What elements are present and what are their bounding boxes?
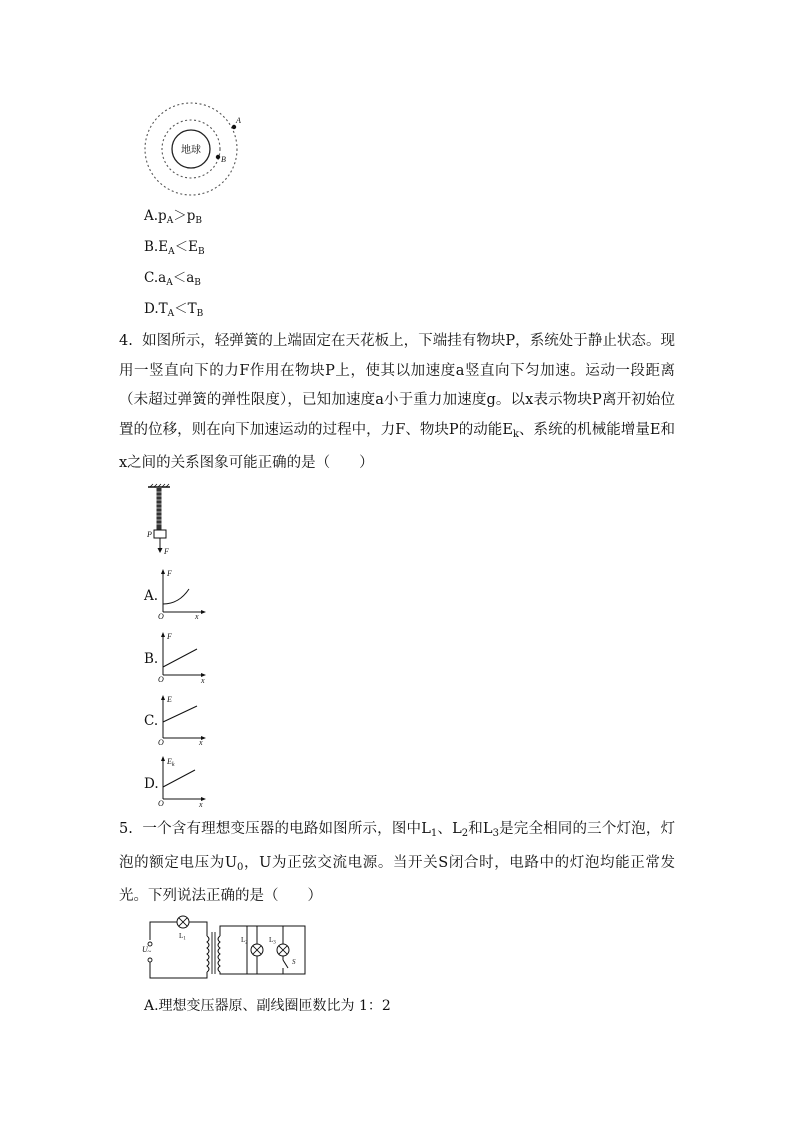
l2-main: L: [241, 936, 246, 944]
question-5-text: [119, 815, 675, 912]
y-label: F: [167, 632, 172, 641]
q5-text-part: 一个含有理想变压器的电路如图所示，图中L: [142, 821, 431, 837]
option-letter: D.: [144, 301, 159, 317]
source-ac-symbol: ~: [147, 948, 152, 956]
source-terminal-bottom: [148, 958, 152, 962]
secondary-wire-top: [220, 926, 247, 974]
q4-graph-d[interactable]: [155, 753, 210, 808]
l3-sub: 3: [273, 940, 276, 946]
origin-label: O: [158, 612, 164, 621]
ek-subscript: k: [512, 428, 519, 440]
option-letter: A.: [144, 208, 159, 224]
lhs: E: [158, 239, 169, 255]
y-label: E: [167, 695, 172, 704]
q3-option-c[interactable]: [144, 268, 201, 293]
switch-s-blade: [283, 960, 288, 968]
y-axis-arrow: [161, 695, 165, 700]
x-axis-arrow: [201, 610, 206, 614]
q3-option-a[interactable]: [144, 206, 202, 231]
l1-main: L: [179, 932, 184, 940]
q5-text-part: 、L: [437, 821, 462, 837]
relation: ＞: [173, 208, 187, 224]
l3-main: L: [269, 936, 274, 944]
block-p: [154, 530, 166, 538]
lhs-sub: A: [167, 309, 175, 319]
q5-text-part: 是完全相同的三个灯泡，灯泡的额定电压为U: [119, 821, 676, 871]
q5-text-part: ，U为正弦交流电源。当开关S闭合时，电路中的灯泡均能正常发光。下列说法正确的是（ ）: [119, 854, 675, 904]
q5-sub: 1: [430, 828, 438, 839]
y-axis-arrow: [161, 569, 165, 574]
graph-line: [163, 649, 197, 667]
x-label: x: [199, 800, 203, 809]
rhs-sub: B: [195, 216, 202, 226]
lhs: a: [158, 270, 167, 286]
source-label: U: [142, 945, 148, 954]
question-body-end: 、系统的机械能增量E和x之间的关系图象可能正确的是（ ）: [119, 421, 675, 471]
q5-sub: 0: [237, 861, 244, 873]
y-axis-arrow: [161, 632, 165, 637]
x-label: x: [195, 612, 199, 621]
lhs-sub: A: [166, 216, 174, 226]
earth-label: 地球: [181, 145, 201, 156]
question-number: 5.: [119, 821, 133, 837]
lamp-l3-label: [269, 936, 276, 946]
rhs-sub: B: [197, 247, 205, 257]
graph-line: [163, 770, 195, 787]
y-label: F: [167, 569, 172, 578]
source-terminal-top: [148, 942, 152, 946]
orbit-figure: [140, 95, 250, 200]
lhs-sub: A: [168, 247, 175, 257]
origin-label: O: [158, 738, 164, 747]
rhs: a: [186, 270, 195, 286]
q4-graph-c[interactable]: [155, 692, 210, 747]
q5-sub: 3: [492, 828, 499, 839]
y-label-sub: k: [171, 762, 175, 768]
secondary-coil: [218, 936, 220, 972]
spring-block-figure: [144, 484, 184, 559]
q4-option-b[interactable]: B.: [144, 651, 159, 667]
origin-label: O: [158, 799, 164, 808]
x-label: x: [199, 738, 203, 747]
satellite-b-dot: [216, 155, 220, 159]
rhs-sub: B: [196, 309, 204, 319]
q4-option-c[interactable]: C.: [144, 713, 159, 729]
q3-option-d[interactable]: [144, 299, 203, 324]
primary-wire-right: [189, 922, 207, 936]
question-4-text: [119, 327, 675, 479]
question-number: 4.: [119, 333, 133, 349]
relation: ＜: [174, 239, 189, 255]
primary-coil: [207, 936, 209, 972]
primary-wire-bottom: [150, 962, 207, 978]
q5-text-part: 和L: [468, 821, 493, 837]
rhs: p: [186, 208, 196, 224]
transformer-circuit: [142, 914, 320, 986]
q3-option-b[interactable]: [144, 237, 205, 262]
graph-curve: [163, 589, 189, 604]
force-label: F: [164, 547, 169, 556]
graph-line: [163, 706, 197, 722]
lhs: T: [158, 301, 168, 317]
block-p-label: P: [147, 530, 152, 539]
rhs-sub: B: [194, 278, 201, 288]
q4-graph-b[interactable]: [155, 629, 210, 684]
y-label-main: E: [167, 757, 172, 766]
option-letter: B.: [144, 239, 159, 255]
q5-sub: 2: [461, 828, 469, 839]
q4-graph-a[interactable]: [155, 566, 210, 621]
l2-sub: 2: [245, 940, 248, 946]
rhs: T: [187, 301, 197, 317]
y-axis-arrow: [161, 756, 165, 761]
y-label: [166, 757, 175, 768]
relation: ＜: [172, 270, 187, 286]
q4-option-a[interactable]: A.: [144, 588, 159, 604]
lhs-sub: A: [166, 278, 173, 288]
q5-option-a[interactable]: A.理想变压器原、副线圈匝数比为 1：2: [144, 998, 391, 1014]
x-label: x: [201, 676, 205, 685]
lamp-l1-label: [179, 932, 186, 942]
point-b-label: B: [221, 155, 226, 164]
satellite-a-dot: [232, 125, 236, 129]
question-body: 如图所示，轻弹簧的上端固定在天花板上，下端挂有物块P，系统处于静止状态。现用一竖直向下的力F作用在物块P上，使其以加速度a竖直向下匀加速。运动一段距离（未超过弹簧的弹性限度），已知加速度a小于重力加速度g。以x表示物块P离开初始位置的位移，则在向下加速运动的过程中，力F、物块P的动能E: [119, 333, 675, 438]
relation: ＜: [174, 301, 188, 317]
primary-wire-top: [150, 922, 177, 940]
lhs: p: [158, 208, 167, 224]
force-arrow-head: [158, 548, 163, 553]
option-letter: C.: [144, 270, 159, 286]
origin-label: O: [158, 675, 164, 684]
point-a-label: A: [236, 116, 241, 125]
l1-sub: 1: [183, 936, 186, 942]
rhs: E: [188, 239, 198, 255]
switch-label: S: [292, 958, 296, 966]
q4-option-d[interactable]: D.: [144, 776, 159, 792]
